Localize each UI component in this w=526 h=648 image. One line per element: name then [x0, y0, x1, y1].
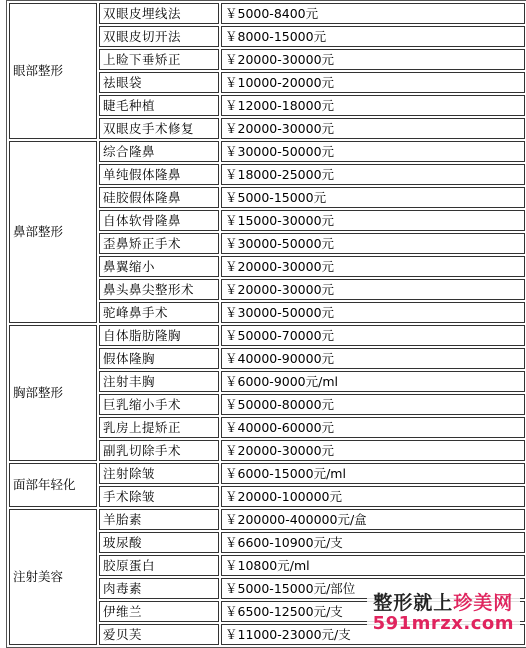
- price-cell: ￥6000-9000元/ml: [221, 371, 525, 392]
- price-cell: ￥20000-30000元: [221, 118, 525, 139]
- procedure-cell: 注射丰胸: [99, 371, 219, 392]
- watermark-slogan-text: 整形就上: [373, 592, 454, 614]
- price-cell: ￥40000-90000元: [221, 348, 525, 369]
- price-cell: ￥20000-30000元: [221, 279, 525, 300]
- category-cell: 注射美容: [9, 509, 97, 645]
- procedure-cell: 羊胎素: [99, 509, 219, 530]
- procedure-cell: 单纯假体隆鼻: [99, 164, 219, 185]
- price-table: [6, 0, 526, 648]
- price-cell: ￥10000-20000元: [221, 72, 525, 93]
- category-cell: 面部年轻化: [9, 463, 97, 507]
- price-cell: ￥10800元/ml: [221, 555, 525, 576]
- price-cell: ￥40000-60000元: [221, 417, 525, 438]
- price-cell: ￥30000-50000元: [221, 233, 525, 254]
- price-cell: ￥50000-70000元: [221, 325, 525, 346]
- price-cell: ￥18000-25000元: [221, 164, 525, 185]
- procedure-cell: 胶原蛋白: [99, 555, 219, 576]
- price-cell: ￥8000-15000元: [221, 26, 525, 47]
- table-row: [9, 3, 525, 24]
- price-cell: ￥5000-15000元/部位: [221, 578, 525, 599]
- price-cell: ￥12000-18000元: [221, 95, 525, 116]
- procedure-cell: 驼峰鼻手术: [99, 302, 219, 323]
- category-cell: 胸部整形: [9, 325, 97, 461]
- price-cell: ￥50000-80000元: [221, 394, 525, 415]
- watermark-brand-name: 珍美网: [453, 592, 514, 614]
- procedure-cell: 玻尿酸: [99, 532, 219, 553]
- price-cell: ￥6000-15000元/ml: [221, 463, 525, 484]
- procedure-cell: 综合隆鼻: [99, 141, 219, 162]
- procedure-cell: 乳房上提矫正: [99, 417, 219, 438]
- procedure-cell: 双眼皮手术修复: [99, 118, 219, 139]
- procedure-cell: 鼻翼缩小: [99, 256, 219, 277]
- price-cell: ￥20000-30000元: [221, 256, 525, 277]
- price-cell: ￥30000-50000元: [221, 302, 525, 323]
- procedure-cell: 自体脂肪隆胸: [99, 325, 219, 346]
- procedure-cell: 爱贝芙: [99, 624, 219, 645]
- procedure-cell: 假体隆胸: [99, 348, 219, 369]
- procedure-cell: 睫毛种植: [99, 95, 219, 116]
- table-row: [9, 463, 525, 484]
- table-row: [9, 509, 525, 530]
- site-watermark: [367, 590, 520, 635]
- price-table-body: [9, 3, 525, 645]
- price-cell: ￥11000-23000元/支: [221, 624, 525, 645]
- procedure-cell: 副乳切除手术: [99, 440, 219, 461]
- procedure-cell: 伊维兰: [99, 601, 219, 622]
- price-cell: ￥20000-30000元: [221, 440, 525, 461]
- price-cell: ￥15000-30000元: [221, 210, 525, 231]
- procedure-cell: 鼻头鼻尖整形术: [99, 279, 219, 300]
- price-cell: ￥200000-400000元/盒: [221, 509, 525, 530]
- category-cell: 鼻部整形: [9, 141, 97, 323]
- procedure-cell: 巨乳缩小手术: [99, 394, 219, 415]
- price-cell: ￥6600-10900元/支: [221, 532, 525, 553]
- category-cell: 眼部整形: [9, 3, 97, 139]
- procedure-cell: 歪鼻矫正手术: [99, 233, 219, 254]
- procedure-cell: 上睑下垂矫正: [99, 49, 219, 70]
- table-row: [9, 325, 525, 346]
- price-cell: ￥30000-50000元: [221, 141, 525, 162]
- procedure-cell: 手术除皱: [99, 486, 219, 507]
- price-cell: ￥5000-15000元: [221, 187, 525, 208]
- procedure-cell: 注射除皱: [99, 463, 219, 484]
- price-cell: ￥20000-30000元: [221, 49, 525, 70]
- watermark-url: 591mrzx.com: [372, 613, 514, 634]
- procedure-cell: 硅胶假体隆鼻: [99, 187, 219, 208]
- watermark-slogan: [373, 592, 514, 614]
- price-table-container: [6, 0, 520, 648]
- price-cell: ￥20000-100000元: [221, 486, 525, 507]
- procedure-cell: 祛眼袋: [99, 72, 219, 93]
- price-cell: ￥5000-8400元: [221, 3, 525, 24]
- procedure-cell: 肉毒素: [99, 578, 219, 599]
- price-cell: ￥6500-12500元/支: [221, 601, 525, 622]
- procedure-cell: 双眼皮埋线法: [99, 3, 219, 24]
- procedure-cell: 自体软骨隆鼻: [99, 210, 219, 231]
- table-row: [9, 141, 525, 162]
- procedure-cell: 双眼皮切开法: [99, 26, 219, 47]
